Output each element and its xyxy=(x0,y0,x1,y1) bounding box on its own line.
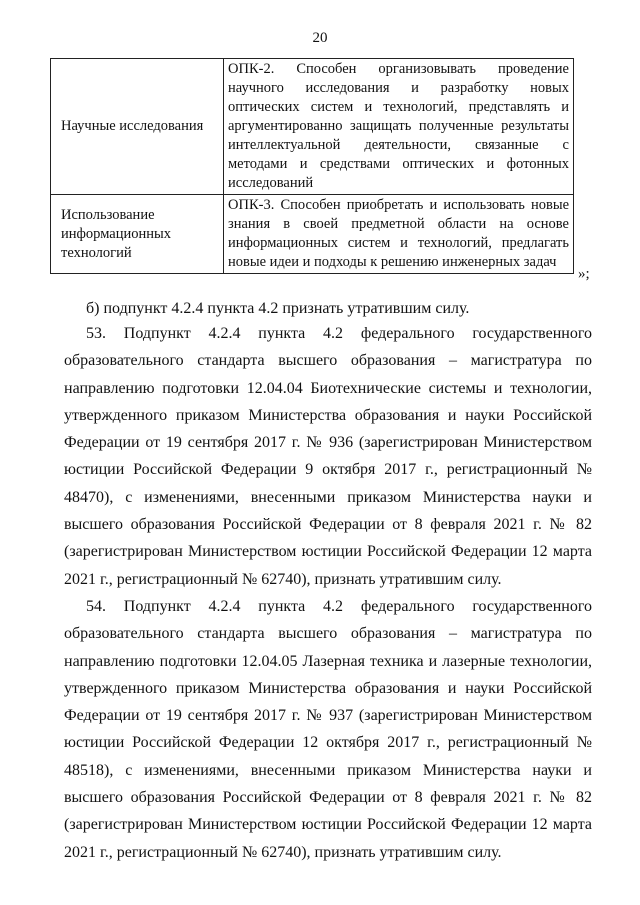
table-row xyxy=(51,59,574,195)
paragraph-item-b: б) подпункт 4.2.4 пункта 4.2 признать утратившим силу. xyxy=(86,300,470,317)
table-cell-competency: ОПК-3. Способен приобретать и использовать новые знания в своей предметной области на основе информационных систем и технологий, предлагать новые идеи и подходы к решению инженерных задач xyxy=(224,195,574,274)
table-cell-area: Научные исследования xyxy=(51,59,224,195)
table-row xyxy=(51,195,574,274)
competency-table xyxy=(50,58,574,274)
table-cell-competency: ОПК-2. Способен организовывать проведение научного исследования и разработку новых оптических систем и технологий, представлять и аргументированно защищать полученные результаты интеллектуальной деятельности, связанные с методами и средствами оптических и фотонных исследований xyxy=(224,59,574,195)
paragraph-item-54: 54. Подпункт 4.2.4 пункта 4.2 федерального государственного образовательного стандарта высшего образования – магистратура по направлению подготовки 12.04.05 Лазерная техника и лазерные технологии, утвержденного приказом Министерства образования и науки Российской Федерации от 19 сентября 2017 г. № 937 (зарегистрирован Министерством юстиции Российской Федерации 12 октября 2017 г., регистрационный № 48518), с изменениями, внесенными приказом Министерства науки и высшего образования Российской Федерации от 8 февраля 2021 г. № 82 (зарегистрирован Министерством юстиции Российской Федерации 12 марта 2021 г., регистрационный № 62740), признать утратившим силу. xyxy=(64,598,592,861)
table-cell-area: Использование информационных технологий xyxy=(51,195,224,274)
page-number: 20 xyxy=(312,30,328,46)
paragraph-item-53: 53. Подпункт 4.2.4 пункта 4.2 федерального государственного образовательного стандарта высшего образования – магистратура по направлению подготовки 12.04.04 Биотехнические системы и технологии, утвержденного приказом Министерства образования и науки Российской Федерации от 19 сентября 2017 г. № 936 (зарегистрирован Министерством юстиции Российской Федерации 9 октября 2017 г., регистрационный № 48470), с изменениями, внесенными приказом Министерства науки и высшего образования Российской Федерации от 8 февраля 2021 г. № 82 (зарегистрирован Министерством юстиции Российской Федерации 12 марта 2021 г., регистрационный № 62740), признать утратившим силу. xyxy=(64,325,592,588)
table-closing-quote: »; xyxy=(578,266,590,282)
